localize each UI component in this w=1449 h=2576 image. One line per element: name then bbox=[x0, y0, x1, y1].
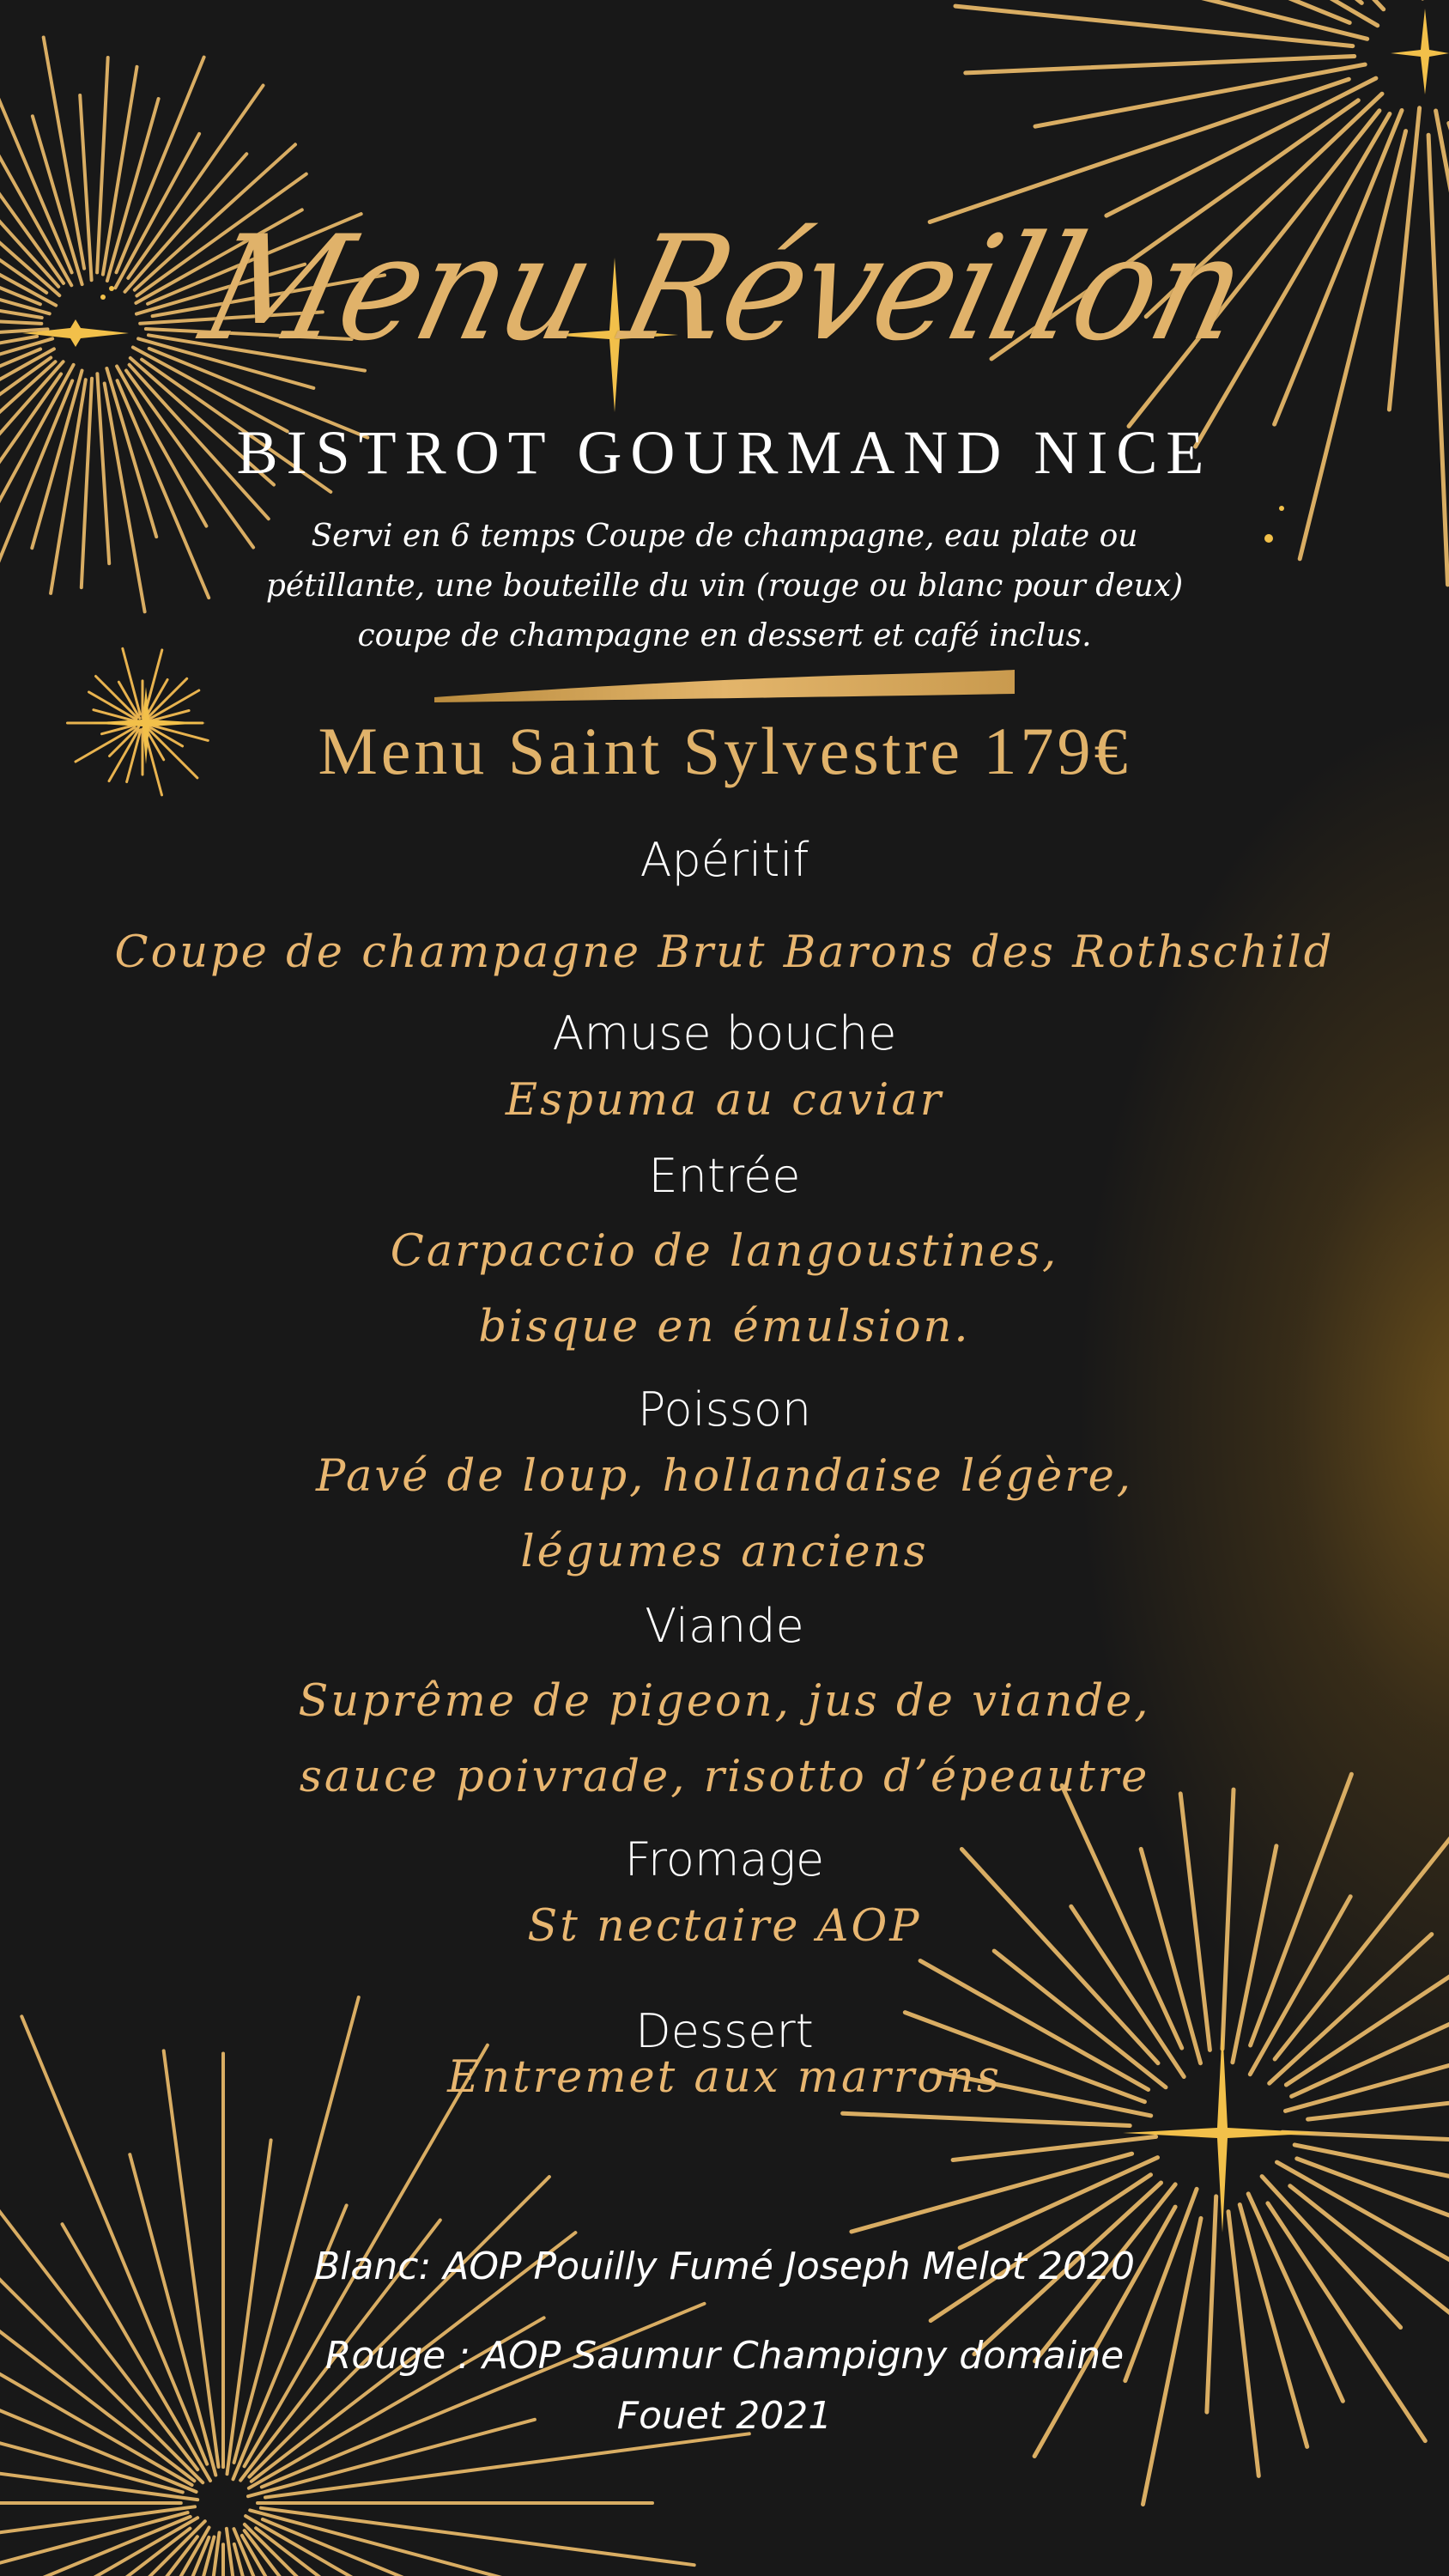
firework-ray bbox=[966, 57, 1355, 73]
dish-dessert: Entremet aux marrons bbox=[447, 2052, 1002, 2103]
course-heading-entree: Entrée bbox=[648, 1149, 801, 1203]
firework-ray bbox=[852, 2154, 1132, 2232]
firework-ray bbox=[1035, 64, 1365, 126]
firework-ray bbox=[1014, 0, 1362, 3]
firework-ray bbox=[256, 2528, 632, 2576]
course-heading-amuse-bouche: Amuse bouche bbox=[552, 1006, 897, 1060]
dish-entree-line-1: Carpaccio de langoustines, bbox=[390, 1226, 1059, 1277]
wine-blanc: Blanc: AOP Pouilly Fumé Joseph Melot 2020 bbox=[314, 2245, 1135, 2288]
firework-ray bbox=[1117, 0, 1378, 26]
script-title: Menu Réveillon bbox=[188, 204, 1261, 373]
firework-ray bbox=[250, 2510, 558, 2576]
dish-viande-line-1: Suprême de pigeon, jus de viande, bbox=[298, 1676, 1151, 1727]
course-heading-aperitif: Apéritif bbox=[640, 833, 809, 887]
restaurant-name: BISTROT GOURMAND NICE bbox=[236, 418, 1213, 487]
intro-text bbox=[0, 512, 1449, 661]
dish-amuse-bouche: Espuma au caviar bbox=[505, 1075, 944, 1126]
dish-poisson-line-2: légumes anciens bbox=[520, 1527, 929, 1577]
dish-aperitif: Coupe de champagne Brut Barons des Rothschild bbox=[114, 927, 1335, 978]
gold-brush-stroke bbox=[431, 668, 1016, 704]
intro-line: Servi en 6 temps Coupe de champagne, eau plate ou bbox=[311, 519, 1138, 554]
menu-title: Menu Saint Sylvestre 179€ bbox=[318, 714, 1131, 788]
firework-ray bbox=[955, 6, 1353, 46]
dish-poisson-line-1: Pavé de loup, hollandaise légère, bbox=[315, 1451, 1134, 1502]
wine-rouge-line-1: Rouge : AOP Saumur Champigny domaine bbox=[324, 2334, 1125, 2378]
course-heading-poisson: Poisson bbox=[637, 1382, 812, 1437]
course-heading-dessert: Dessert bbox=[635, 2004, 814, 2058]
course-heading-fromage: Fromage bbox=[624, 1832, 825, 1886]
firework-ray bbox=[0, 58, 72, 272]
wine-rouge-line-2: Fouet 2021 bbox=[616, 2394, 833, 2438]
intro-line: pétillante, une bouteille du vin (rouge ou blanc pour deux) bbox=[265, 568, 1184, 604]
dish-entree-line-2: bisque en émulsion. bbox=[478, 1302, 971, 1352]
firework-ray bbox=[263, 2519, 716, 2576]
firework-ray bbox=[0, 2529, 190, 2576]
dish-viande-line-2: sauce poivrade, risotto d’épeautre bbox=[299, 1752, 1150, 1802]
course-heading-viande: Viande bbox=[645, 1599, 804, 1653]
firework-ray bbox=[0, 2517, 191, 2576]
dish-fromage: St nectaire AOP bbox=[527, 1901, 922, 1952]
firework-ray bbox=[261, 2508, 694, 2565]
intro-line: coupe de champagne en dessert et café inclus. bbox=[357, 618, 1092, 653]
